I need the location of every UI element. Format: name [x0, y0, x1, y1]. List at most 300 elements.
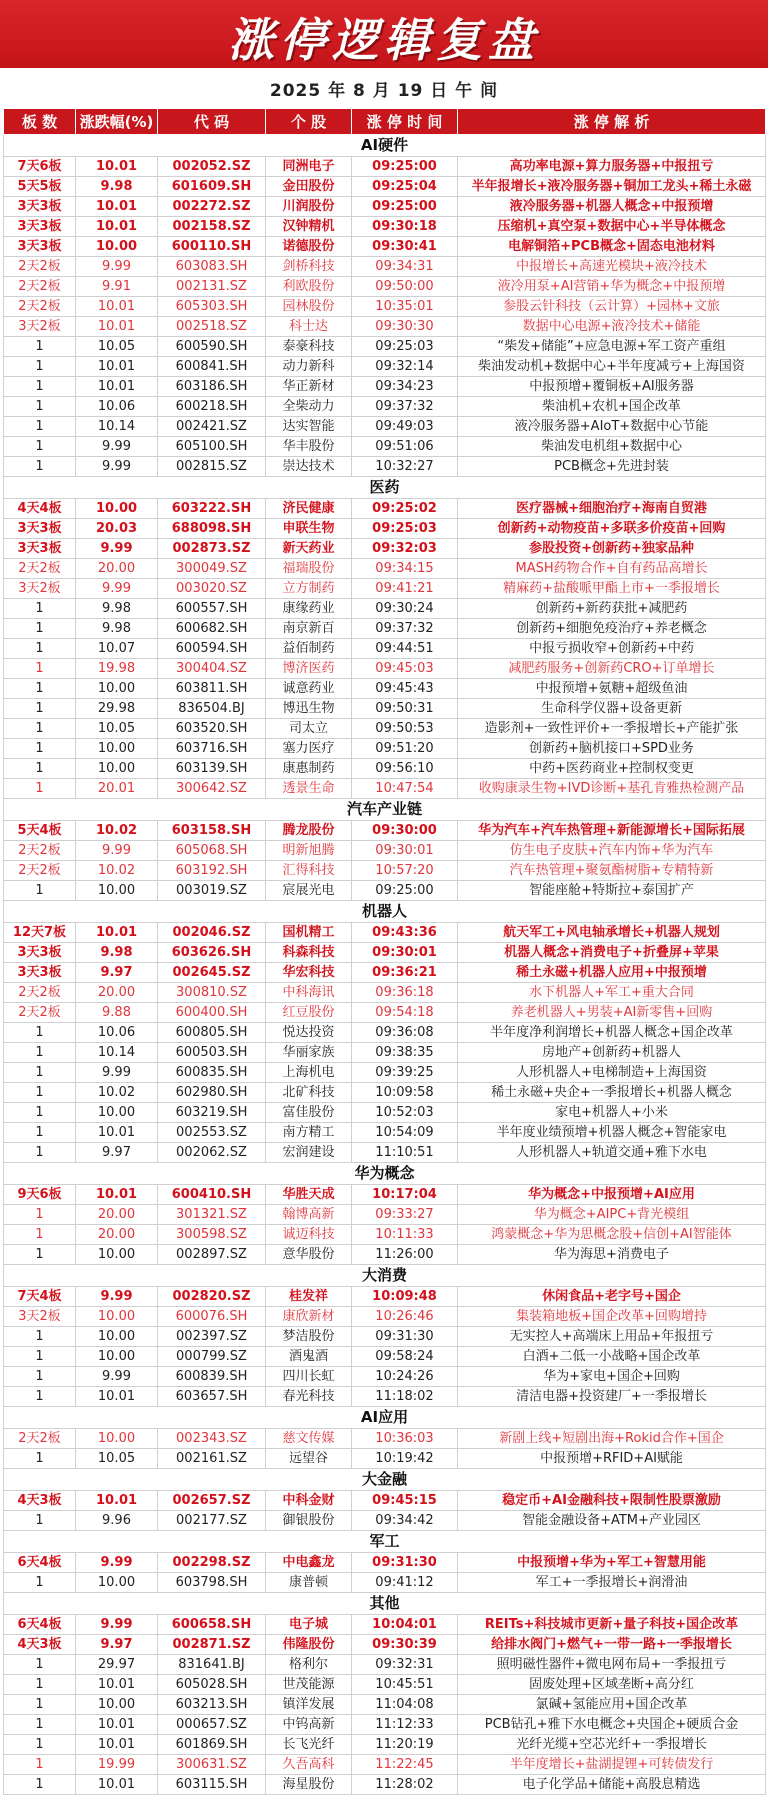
- change-cell: 9.97: [76, 1143, 158, 1163]
- change-cell: 10.01: [76, 1123, 158, 1143]
- section-title: 其他: [4, 1593, 766, 1615]
- table-header-row: [4, 109, 766, 135]
- time-cell: 09:30:30: [352, 317, 458, 337]
- stock-cell: 立方制药: [266, 579, 352, 599]
- table-row: [4, 297, 766, 317]
- boards-cell: 1: [4, 759, 76, 779]
- boards-cell: 1: [4, 679, 76, 699]
- reason-cell: 中报预增+氨糖+超级鱼油: [458, 679, 766, 699]
- reason-cell: 智能座舱+特斯拉+泰国扩产: [458, 881, 766, 901]
- table-row: [4, 679, 766, 699]
- code-cell: 002897.SZ: [158, 1245, 266, 1265]
- reason-cell: 固废处理+区域垄断+高分红: [458, 1675, 766, 1695]
- stock-cell: 华宏科技: [266, 963, 352, 983]
- change-cell: 9.97: [76, 1635, 158, 1655]
- change-cell: 10.01: [76, 1387, 158, 1407]
- time-cell: 09:45:43: [352, 679, 458, 699]
- table-row: [4, 1307, 766, 1327]
- table-row: [4, 1367, 766, 1387]
- table-row: [4, 499, 766, 519]
- section-row: [4, 1265, 766, 1287]
- boards-cell: 2天2板: [4, 861, 76, 881]
- boards-cell: 1: [4, 1103, 76, 1123]
- reason-cell: 柴油发电机组+数据中心: [458, 437, 766, 457]
- boards-cell: 3天3板: [4, 519, 76, 539]
- table-row: [4, 257, 766, 277]
- code-cell: 603139.SH: [158, 759, 266, 779]
- section-row: [4, 1593, 766, 1615]
- time-cell: 11:04:08: [352, 1695, 458, 1715]
- change-cell: 10.00: [76, 1347, 158, 1367]
- table-row: [4, 639, 766, 659]
- code-cell: 605100.SH: [158, 437, 266, 457]
- code-cell: 603222.SH: [158, 499, 266, 519]
- code-cell: 600839.SH: [158, 1367, 266, 1387]
- table-row: [4, 1511, 766, 1531]
- time-cell: 09:34:15: [352, 559, 458, 579]
- stock-cell: 新天药业: [266, 539, 352, 559]
- code-cell: 601869.SH: [158, 1735, 266, 1755]
- change-cell: 10.00: [76, 679, 158, 699]
- boards-cell: 1: [4, 739, 76, 759]
- boards-cell: 2天2板: [4, 257, 76, 277]
- time-cell: 09:45:03: [352, 659, 458, 679]
- section-row: [4, 477, 766, 499]
- reason-cell: 柴油机+农机+国企改革: [458, 397, 766, 417]
- section-title: 机器人: [4, 901, 766, 923]
- stock-cell: 海星股份: [266, 1775, 352, 1795]
- reason-cell: 数据中心电源+液冷技术+储能: [458, 317, 766, 337]
- time-cell: 09:30:01: [352, 841, 458, 861]
- stock-cell: 四川长虹: [266, 1367, 352, 1387]
- boards-cell: 6天4板: [4, 1615, 76, 1635]
- reason-cell: “柴发+储能”+应急电源+军工资产重组: [458, 337, 766, 357]
- reason-cell: 华为汽车+汽车热管理+新能源增长+国际拓展: [458, 821, 766, 841]
- change-cell: 19.99: [76, 1755, 158, 1775]
- code-cell: 600557.SH: [158, 599, 266, 619]
- reason-cell: 医疗器械+细胞治疗+海南自贸港: [458, 499, 766, 519]
- stock-cell: 镇洋发展: [266, 1695, 352, 1715]
- table-row: [4, 943, 766, 963]
- section-title: AI硬件: [4, 135, 766, 157]
- reason-cell: 白酒+二低一小战略+国企改革: [458, 1347, 766, 1367]
- code-cell: 605028.SH: [158, 1675, 266, 1695]
- stock-cell: 诺德股份: [266, 237, 352, 257]
- reason-cell: 压缩机+真空泵+数据中心+半导体概念: [458, 217, 766, 237]
- table-row: [4, 1347, 766, 1367]
- boards-cell: 5天5板: [4, 177, 76, 197]
- code-cell: 300631.SZ: [158, 1755, 266, 1775]
- table-row: [4, 217, 766, 237]
- stock-cell: 慈文传媒: [266, 1429, 352, 1449]
- stock-cell: 宸展光电: [266, 881, 352, 901]
- boards-cell: 2天2板: [4, 559, 76, 579]
- change-cell: 9.99: [76, 437, 158, 457]
- code-cell: 000799.SZ: [158, 1347, 266, 1367]
- section-title: 大消费: [4, 1265, 766, 1287]
- reason-cell: 智能金融设备+ATM+产业园区: [458, 1511, 766, 1531]
- reason-cell: 给排水阀门+燃气+一带一路+一季报增长: [458, 1635, 766, 1655]
- stock-cell: 全柴动力: [266, 397, 352, 417]
- boards-cell: 3天3板: [4, 217, 76, 237]
- table-row: [4, 197, 766, 217]
- time-cell: 09:38:35: [352, 1043, 458, 1063]
- code-cell: 603158.SH: [158, 821, 266, 841]
- boards-cell: 3天3板: [4, 963, 76, 983]
- time-cell: 10:57:20: [352, 861, 458, 881]
- code-cell: 002046.SZ: [158, 923, 266, 943]
- table-row: [4, 1775, 766, 1795]
- boards-cell: 2天2板: [4, 277, 76, 297]
- code-cell: 603520.SH: [158, 719, 266, 739]
- change-cell: 10.00: [76, 1327, 158, 1347]
- boards-cell: 1: [4, 1695, 76, 1715]
- boards-cell: 4天4板: [4, 499, 76, 519]
- table-row: [4, 1491, 766, 1511]
- time-cell: 09:41:12: [352, 1573, 458, 1593]
- time-cell: 09:36:08: [352, 1023, 458, 1043]
- table-row: [4, 437, 766, 457]
- code-cell: 600835.SH: [158, 1063, 266, 1083]
- code-cell: 603192.SH: [158, 861, 266, 881]
- change-cell: 20.00: [76, 1225, 158, 1245]
- reason-cell: 造影剂+一致性评价+一季报增长+产能扩张: [458, 719, 766, 739]
- stock-cell: 科森科技: [266, 943, 352, 963]
- table-row: [4, 457, 766, 477]
- boards-cell: 1: [4, 1347, 76, 1367]
- time-cell: 09:51:06: [352, 437, 458, 457]
- time-cell: 09:58:24: [352, 1347, 458, 1367]
- change-cell: 9.99: [76, 841, 158, 861]
- stock-cell: 中科金财: [266, 1491, 352, 1511]
- code-cell: 600503.SH: [158, 1043, 266, 1063]
- time-cell: 09:25:03: [352, 337, 458, 357]
- stock-cell: 春光科技: [266, 1387, 352, 1407]
- reason-cell: 机器人概念+消费电子+折叠屏+苹果: [458, 943, 766, 963]
- code-cell: 300810.SZ: [158, 983, 266, 1003]
- table-row: [4, 963, 766, 983]
- change-cell: 10.00: [76, 1103, 158, 1123]
- time-cell: 09:25:00: [352, 197, 458, 217]
- stock-cell: 华丰股份: [266, 437, 352, 457]
- boards-cell: 3天3板: [4, 197, 76, 217]
- time-cell: 09:32:31: [352, 1655, 458, 1675]
- reason-cell: 参股云针科技（云计算）+园林+文旅: [458, 297, 766, 317]
- reason-cell: PCB钻孔+雅下水电概念+央国企+硬质合金: [458, 1715, 766, 1735]
- table-row: [4, 1715, 766, 1735]
- reason-cell: REITs+科技城市更新+量子科技+国企改革: [458, 1615, 766, 1635]
- change-cell: 20.00: [76, 1205, 158, 1225]
- boards-cell: 2天2板: [4, 1429, 76, 1449]
- code-cell: 002815.SZ: [158, 457, 266, 477]
- change-cell: 9.98: [76, 943, 158, 963]
- table-row: [4, 1735, 766, 1755]
- section-title: 医药: [4, 477, 766, 499]
- section-row: [4, 901, 766, 923]
- boards-cell: 5天4板: [4, 821, 76, 841]
- time-cell: 11:12:33: [352, 1715, 458, 1735]
- change-cell: 10.01: [76, 1775, 158, 1795]
- boards-cell: 12天7板: [4, 923, 76, 943]
- table-row: [4, 779, 766, 799]
- code-cell: 002518.SZ: [158, 317, 266, 337]
- boards-cell: 1: [4, 699, 76, 719]
- time-cell: 11:10:51: [352, 1143, 458, 1163]
- table-row: [4, 1327, 766, 1347]
- section-row: [4, 1469, 766, 1491]
- time-cell: 09:31:30: [352, 1327, 458, 1347]
- boards-cell: 1: [4, 1367, 76, 1387]
- change-cell: 9.97: [76, 963, 158, 983]
- time-cell: 10:24:26: [352, 1367, 458, 1387]
- table-row: [4, 1185, 766, 1205]
- boards-cell: 1: [4, 1327, 76, 1347]
- change-cell: 9.99: [76, 457, 158, 477]
- boards-cell: 3天2板: [4, 1307, 76, 1327]
- stock-cell: 富佳股份: [266, 1103, 352, 1123]
- table-row: [4, 237, 766, 257]
- stock-cell: 博济医药: [266, 659, 352, 679]
- change-cell: 10.00: [76, 759, 158, 779]
- code-cell: 002871.SZ: [158, 1635, 266, 1655]
- time-cell: 09:37:32: [352, 397, 458, 417]
- table-row: [4, 337, 766, 357]
- time-cell: 11:20:19: [352, 1735, 458, 1755]
- stock-cell: 宏润建设: [266, 1143, 352, 1163]
- stock-cell: 梦洁股份: [266, 1327, 352, 1347]
- boards-cell: 7天4板: [4, 1287, 76, 1307]
- code-cell: 603626.SH: [158, 943, 266, 963]
- section-row: [4, 1407, 766, 1429]
- stock-cell: 康惠制药: [266, 759, 352, 779]
- time-cell: 09:32:14: [352, 357, 458, 377]
- change-cell: 10.01: [76, 357, 158, 377]
- time-cell: 09:30:41: [352, 237, 458, 257]
- reason-cell: 房地产+创新药+机器人: [458, 1043, 766, 1063]
- change-cell: 10.00: [76, 1573, 158, 1593]
- stock-cell: 桂发祥: [266, 1287, 352, 1307]
- time-cell: 09:50:31: [352, 699, 458, 719]
- stock-cell: 南方精工: [266, 1123, 352, 1143]
- change-cell: 9.98: [76, 619, 158, 639]
- change-cell: 9.99: [76, 1287, 158, 1307]
- table-row: [4, 277, 766, 297]
- limit-up-table: [3, 108, 766, 1795]
- stock-cell: 酒鬼酒: [266, 1347, 352, 1367]
- stock-cell: 达实智能: [266, 417, 352, 437]
- boards-cell: 1: [4, 619, 76, 639]
- table-row: [4, 1429, 766, 1449]
- reason-cell: 航天军工+风电轴承增长+机器人规划: [458, 923, 766, 943]
- code-cell: 688098.SH: [158, 519, 266, 539]
- stock-cell: 塞力医疗: [266, 739, 352, 759]
- change-cell: 10.01: [76, 1675, 158, 1695]
- change-cell: 9.99: [76, 539, 158, 559]
- change-cell: 10.00: [76, 499, 158, 519]
- time-cell: 10:11:33: [352, 1225, 458, 1245]
- stock-cell: 诚迈科技: [266, 1225, 352, 1245]
- change-cell: 10.01: [76, 923, 158, 943]
- section-title: 华为概念: [4, 1163, 766, 1185]
- stock-cell: 格利尔: [266, 1655, 352, 1675]
- reason-cell: 中报增长+高速光模块+液冷技术: [458, 257, 766, 277]
- change-cell: 10.00: [76, 1245, 158, 1265]
- code-cell: 600658.SH: [158, 1615, 266, 1635]
- reason-cell: 稳定币+AI金融科技+限制性股票激励: [458, 1491, 766, 1511]
- time-cell: 11:26:00: [352, 1245, 458, 1265]
- stock-cell: 华丽家族: [266, 1043, 352, 1063]
- stock-cell: 世茂能源: [266, 1675, 352, 1695]
- code-cell: 600682.SH: [158, 619, 266, 639]
- reason-cell: 创新药+动物疫苗+多联多价疫苗+回购: [458, 519, 766, 539]
- reason-cell: 光纤光缆+空芯光纤+一季报增长: [458, 1735, 766, 1755]
- time-cell: 09:25:02: [352, 499, 458, 519]
- boards-cell: 1: [4, 1143, 76, 1163]
- table-row: [4, 821, 766, 841]
- table-row: [4, 659, 766, 679]
- table-row: [4, 1755, 766, 1775]
- stock-cell: 动力新科: [266, 357, 352, 377]
- time-cell: 09:30:39: [352, 1635, 458, 1655]
- reason-cell: 创新药+细胞免疫治疗+养老概念: [458, 619, 766, 639]
- table-row: [4, 1287, 766, 1307]
- time-cell: 09:36:18: [352, 983, 458, 1003]
- change-cell: 19.98: [76, 659, 158, 679]
- section-title: AI应用: [4, 1407, 766, 1429]
- time-cell: 10:54:09: [352, 1123, 458, 1143]
- section-row: [4, 135, 766, 157]
- time-cell: 09:25:03: [352, 519, 458, 539]
- change-cell: 10.05: [76, 337, 158, 357]
- boards-cell: 3天2板: [4, 317, 76, 337]
- table-row: [4, 841, 766, 861]
- table-row: [4, 1695, 766, 1715]
- code-cell: 002553.SZ: [158, 1123, 266, 1143]
- reason-cell: 中报预增+RFID+AI赋能: [458, 1449, 766, 1469]
- table-row: [4, 377, 766, 397]
- section-row: [4, 1163, 766, 1185]
- change-cell: 9.98: [76, 177, 158, 197]
- boards-cell: 1: [4, 1123, 76, 1143]
- change-cell: 10.06: [76, 397, 158, 417]
- stock-cell: 翰博高新: [266, 1205, 352, 1225]
- boards-cell: 1: [4, 1083, 76, 1103]
- change-cell: 29.98: [76, 699, 158, 719]
- code-cell: 605303.SH: [158, 297, 266, 317]
- stock-cell: 金田股份: [266, 177, 352, 197]
- change-cell: 10.00: [76, 1429, 158, 1449]
- stock-cell: 电子城: [266, 1615, 352, 1635]
- stock-cell: 康普顿: [266, 1573, 352, 1593]
- stock-cell: 崇达技术: [266, 457, 352, 477]
- reason-cell: 创新药+脑机接口+SPD业务: [458, 739, 766, 759]
- boards-cell: 1: [4, 1449, 76, 1469]
- stock-cell: 远望谷: [266, 1449, 352, 1469]
- stock-cell: 福瑞股份: [266, 559, 352, 579]
- stock-cell: 华正新材: [266, 377, 352, 397]
- change-cell: 10.06: [76, 1023, 158, 1043]
- stock-cell: 同洲电子: [266, 157, 352, 177]
- change-cell: 10.07: [76, 639, 158, 659]
- stock-cell: 益佰制药: [266, 639, 352, 659]
- time-cell: 09:34:42: [352, 1511, 458, 1531]
- boards-cell: 1: [4, 1225, 76, 1245]
- time-cell: 09:41:21: [352, 579, 458, 599]
- code-cell: 002820.SZ: [158, 1287, 266, 1307]
- table-row: [4, 1103, 766, 1123]
- reason-cell: 新剧上线+短剧出海+Rokid合作+国企: [458, 1429, 766, 1449]
- code-cell: 002397.SZ: [158, 1327, 266, 1347]
- stock-cell: 康欣新材: [266, 1307, 352, 1327]
- table-row: [4, 177, 766, 197]
- time-cell: 10:32:27: [352, 457, 458, 477]
- table-row: [4, 559, 766, 579]
- change-cell: 9.99: [76, 1063, 158, 1083]
- header-time: 涨 停 时 间: [352, 109, 458, 135]
- change-cell: 29.97: [76, 1655, 158, 1675]
- table-row: [4, 519, 766, 539]
- reason-cell: 减肥药服务+创新药CRO+订单增长: [458, 659, 766, 679]
- change-cell: 10.01: [76, 1735, 158, 1755]
- table-row: [4, 1123, 766, 1143]
- time-cell: 09:25:04: [352, 177, 458, 197]
- header-stock: 个 股: [266, 109, 352, 135]
- page-title: 涨停逻辑复盘: [228, 13, 540, 67]
- change-cell: 10.02: [76, 821, 158, 841]
- reason-cell: 仿生电子皮肤+汽车内饰+华为汽车: [458, 841, 766, 861]
- reason-cell: 集装箱地板+国企改革+回购增持: [458, 1307, 766, 1327]
- reason-cell: PCB概念+先进封装: [458, 457, 766, 477]
- boards-cell: 1: [4, 1715, 76, 1735]
- code-cell: 003019.SZ: [158, 881, 266, 901]
- time-cell: 10:47:54: [352, 779, 458, 799]
- table-row: [4, 881, 766, 901]
- time-cell: 10:52:03: [352, 1103, 458, 1123]
- code-cell: 603083.SH: [158, 257, 266, 277]
- reason-cell: 汽车热管理+聚氨酯树脂+专精特新: [458, 861, 766, 881]
- code-cell: 002177.SZ: [158, 1511, 266, 1531]
- table-row: [4, 983, 766, 1003]
- table-row: [4, 739, 766, 759]
- code-cell: 603811.SH: [158, 679, 266, 699]
- code-cell: 002873.SZ: [158, 539, 266, 559]
- boards-cell: 4天3板: [4, 1635, 76, 1655]
- code-cell: 600805.SH: [158, 1023, 266, 1043]
- boards-cell: 6天4板: [4, 1553, 76, 1573]
- table-row: [4, 699, 766, 719]
- table-row: [4, 861, 766, 881]
- change-cell: 10.01: [76, 1185, 158, 1205]
- table-row: [4, 599, 766, 619]
- reason-cell: 鸿蒙概念+华为思概念股+信创+AI智能体: [458, 1225, 766, 1245]
- table-row: [4, 1003, 766, 1023]
- reason-cell: 稀土永磁+央企+一季报增长+机器人概念: [458, 1083, 766, 1103]
- change-cell: 9.99: [76, 1553, 158, 1573]
- time-cell: 09:30:18: [352, 217, 458, 237]
- code-cell: 002131.SZ: [158, 277, 266, 297]
- change-cell: 10.01: [76, 157, 158, 177]
- stock-cell: 中科海讯: [266, 983, 352, 1003]
- table-row: [4, 1063, 766, 1083]
- code-cell: 600594.SH: [158, 639, 266, 659]
- boards-cell: 1: [4, 1043, 76, 1063]
- boards-cell: 1: [4, 377, 76, 397]
- reason-cell: 液冷用泵+AI营销+华为概念+中报预增: [458, 277, 766, 297]
- reason-cell: 液冷服务器+AIoT+数据中心节能: [458, 417, 766, 437]
- reason-cell: 电解铜箔+PCB概念+固态电池材料: [458, 237, 766, 257]
- time-cell: 09:30:01: [352, 943, 458, 963]
- boards-cell: 9天6板: [4, 1185, 76, 1205]
